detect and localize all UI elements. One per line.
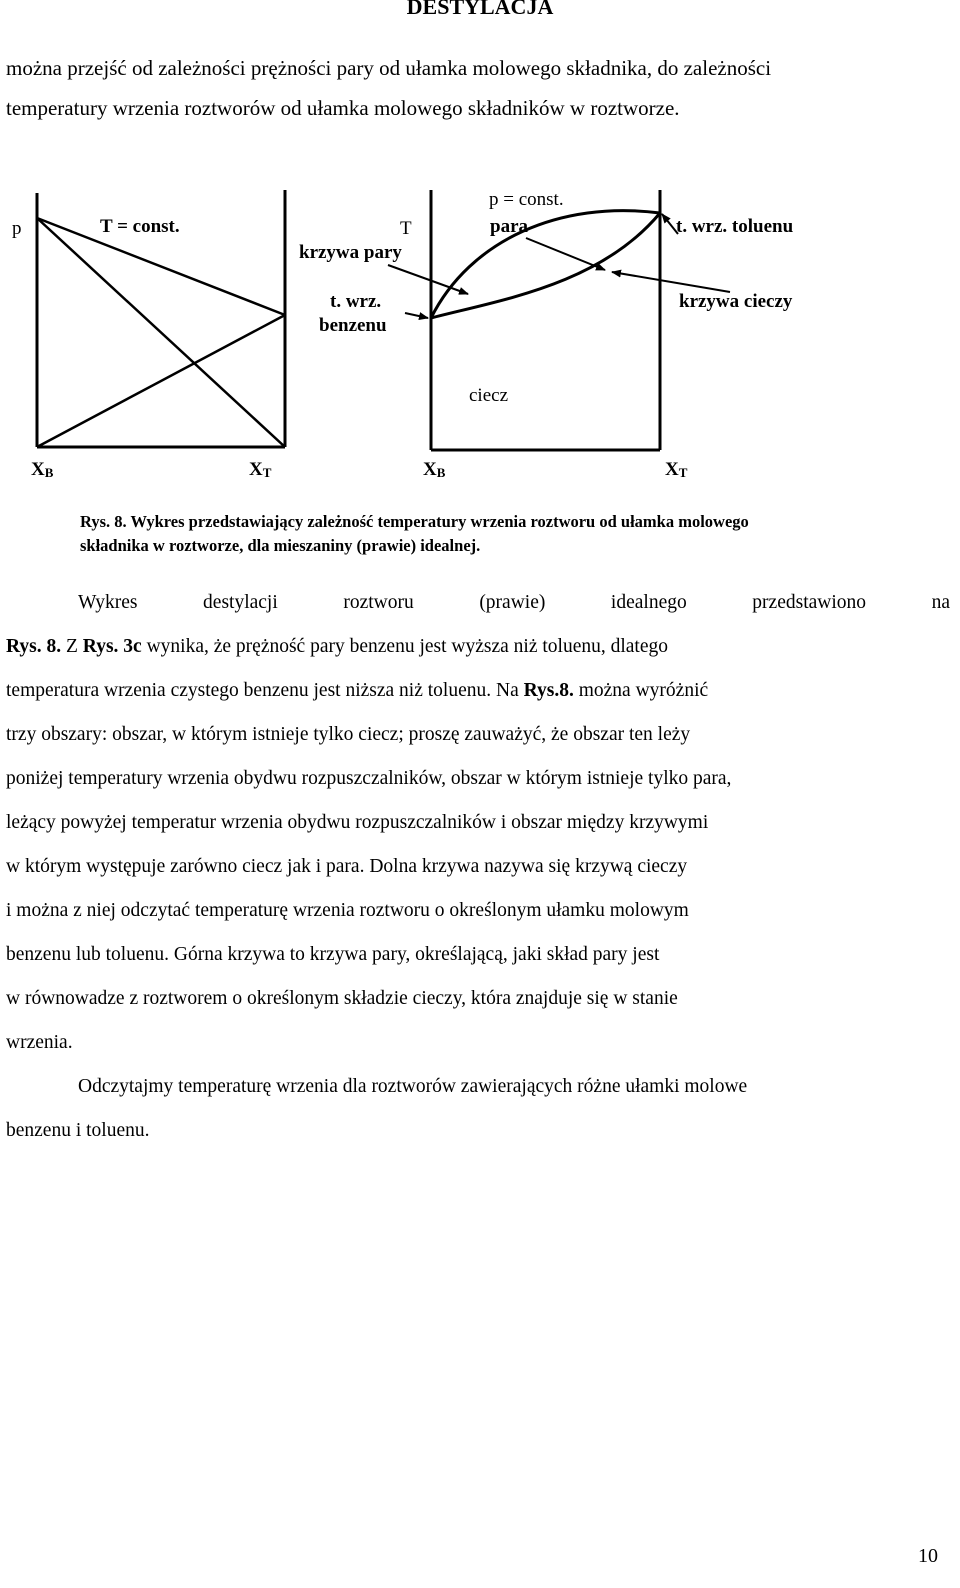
left-toluene-pressure-line xyxy=(37,315,285,447)
left-x-left-label xyxy=(31,459,54,480)
figure-ref: Rys. xyxy=(82,636,119,657)
phase-diagram-figure xyxy=(0,180,960,490)
paragraph-2-line-1: Odczytajmy temperaturę wrzenia dla roztworów zawierających różne ułamki molowe xyxy=(78,1076,748,1097)
figure-ref: 3c xyxy=(118,636,142,657)
liquid-curve xyxy=(431,213,660,318)
paragraph-1-line-3: temperatura wrzenia czystego benzenu jest niższa niż toluenu. Na Rys.8. można wyróżnić xyxy=(6,680,709,701)
left-y-axis-label: p xyxy=(12,218,22,239)
paragraph-1-line-1: Wykres destylacji roztworu (prawie) idealnego przedstawiono na xyxy=(78,592,950,613)
vapor-arrow xyxy=(526,238,605,270)
page-title: DESTYLACJA xyxy=(406,0,554,19)
paragraph-1-line-5: poniżej temperatury wrzenia obydwu rozpuszczalników, obszar w którym istnieje tylko para, xyxy=(6,768,732,789)
intro-line-2: temperatury wrzenia roztworów od ułamka molowego składników w roztworze. xyxy=(6,96,680,120)
right-x-left-label xyxy=(423,459,446,480)
caption-line-2: składnika w roztworze, dla mieszaniny (prawie) idealnej. xyxy=(80,536,481,555)
svg-text:XT: XT xyxy=(665,459,688,480)
figure-caption xyxy=(80,510,749,558)
intro-line-1: można przejść od zależności prężności pary od ułamka molowego składnika, do zależności xyxy=(6,56,772,80)
figure-ref: Rys. 8. xyxy=(6,636,62,657)
benzene-bp-arrow xyxy=(405,313,428,318)
right-condition-label: p = const. xyxy=(489,189,564,210)
vapor-label: para xyxy=(490,216,528,237)
toluene-bp-label: t. wrz. toluenu xyxy=(676,216,794,237)
paragraph-1-line-9: benzenu lub toluenu. Górna krzywa to krzywa pary, określającą, jaki skład pary jest xyxy=(6,944,660,965)
paragraph-2-line-2: benzenu i toluenu. xyxy=(6,1120,150,1141)
caption-line-1: Rys. 8. Wykres przedstawiający zależność temperatury wrzenia roztworu od ułamka molowego xyxy=(80,512,749,531)
svg-text:XB: XB xyxy=(423,459,446,480)
paragraph-1-line-8: i można z niej odczytać temperaturę wrzenia roztworu o określonym ułamku molowym xyxy=(6,900,689,921)
figure-ref: Rys.8. xyxy=(523,680,574,701)
paragraph-1-line-10: w równowadze z roztworem o określonym składzie cieczy, która znajduje się w stanie xyxy=(6,988,678,1009)
liquid-region-label: ciecz xyxy=(469,385,509,406)
left-x-right-label xyxy=(249,459,272,480)
benzene-bp-label-line-2: benzenu xyxy=(319,315,387,336)
liquid-curve-label: krzywa cieczy xyxy=(679,291,793,312)
svg-text:XB: XB xyxy=(31,459,54,480)
svg-text:XT: XT xyxy=(249,459,272,480)
vapor-curve-label: krzywa pary xyxy=(299,242,402,263)
left-benzene-pressure-line xyxy=(37,218,285,447)
paragraph-1-line-11: wrzenia. xyxy=(6,1032,73,1053)
paragraph-1-line-6: leżący powyżej temperatur wrzenia obydwu rozpuszczalników i obszar między krzywymi xyxy=(6,812,709,833)
left-condition-label: T = const. xyxy=(100,216,180,237)
benzene-bp-label-line-1: t. wrz. xyxy=(330,291,382,312)
liquid-curve-arrow xyxy=(612,272,730,292)
paragraph-1-line-4: trzy obszary: obszar, w którym istnieje tylko ciecz; proszę zauważyć, że obszar ten leży xyxy=(6,724,691,745)
vapor-curve xyxy=(431,211,660,318)
right-y-axis-label: T xyxy=(400,218,412,239)
page-number: 10 xyxy=(918,1545,938,1567)
paragraph-1-line-2: Rys. 8. Z Rys. 3c wynika, że prężność pary benzenu jest wyższa niż toluenu, dlatego xyxy=(6,636,669,657)
paragraph-1-line-7: w którym występuje zarówno ciecz jak i para. Dolna krzywa nazywa się krzywą cieczy xyxy=(6,856,688,877)
right-x-right-label xyxy=(665,459,688,480)
